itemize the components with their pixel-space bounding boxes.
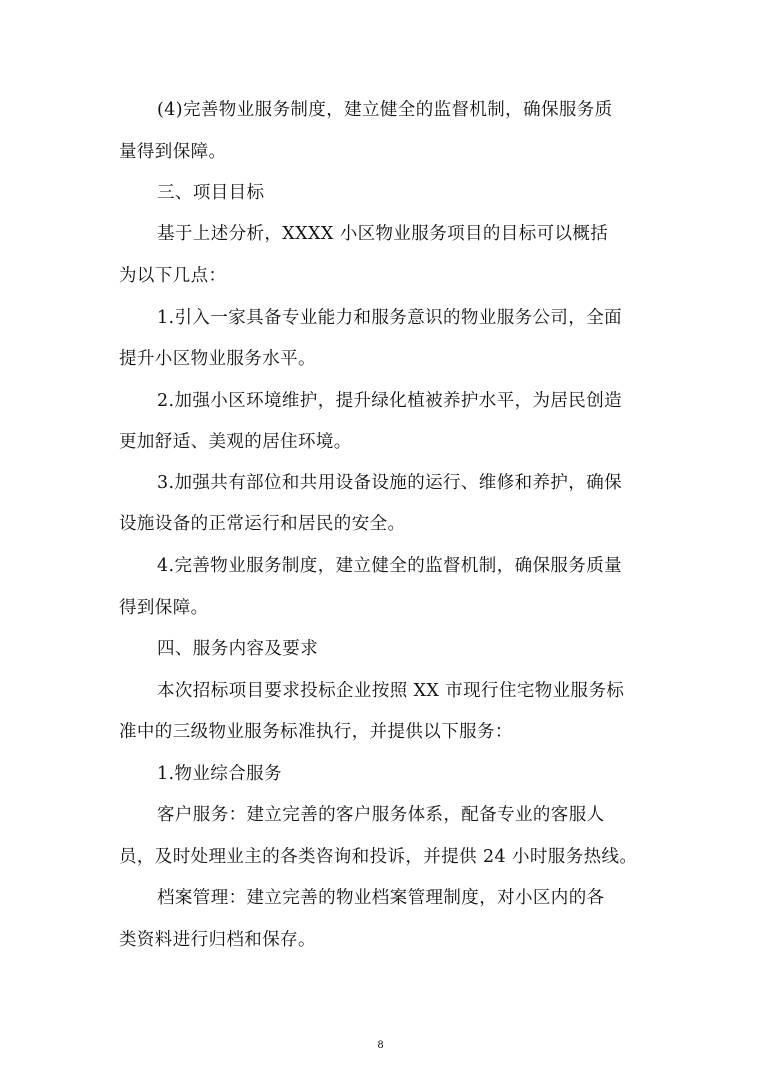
list-item-line: 更加舒适、美观的居住环境。 — [119, 432, 352, 452]
page-number: 8 — [377, 1040, 384, 1051]
list-item-line: 提升小区物业服务水平。 — [119, 349, 316, 369]
list-item-line: 4.完善物业服务制度，建立健全的监督机制，确保服务质量 — [157, 556, 622, 576]
paragraph-line: 量得到保障。 — [119, 142, 227, 162]
subsection-heading: 1.物业综合服务 — [157, 764, 282, 784]
list-item-line: 设施设备的正常运行和居民的安全。 — [119, 514, 406, 534]
paragraph-line: 类资料进行归档和保存。 — [119, 930, 316, 950]
paragraph-line: 为以下几点： — [119, 266, 227, 286]
section-heading: 三、项目目标 — [157, 183, 265, 203]
section-heading: 四、服务内容及要求 — [157, 639, 319, 659]
paragraph-line: 本次招标项目要求投标企业按照 XX 市现行住宅物业服务标 — [157, 681, 625, 701]
paragraph-line: 档案管理：建立完善的物业档案管理制度，对小区内的各 — [157, 888, 605, 908]
list-item-line: 3.加强共有部位和共用设备设施的运行、维修和养护，确保 — [157, 473, 622, 493]
list-item-line: 2.加强小区环境维护，提升绿化植被养护水平，为居民创造 — [157, 391, 622, 411]
paragraph-line: (4)完善物业服务制度，建立健全的监督机制，确保服务质 — [157, 100, 613, 120]
paragraph-line: 客户服务：建立完善的客户服务体系，配备专业的客服人 — [157, 805, 605, 825]
list-item-line: 得到保障。 — [119, 598, 209, 618]
paragraph-line: 员，及时处理业主的各类咨询和投诉，并提供 24 小时服务热线。 — [119, 847, 638, 867]
paragraph-line: 准中的三级物业服务标准执行，并提供以下服务： — [119, 722, 513, 742]
list-item-line: 1.引入一家具备专业能力和服务意识的物业服务公司，全面 — [157, 308, 622, 328]
paragraph-line: 基于上述分析，XXXX 小区物业服务项目的目标可以概括 — [157, 224, 609, 244]
